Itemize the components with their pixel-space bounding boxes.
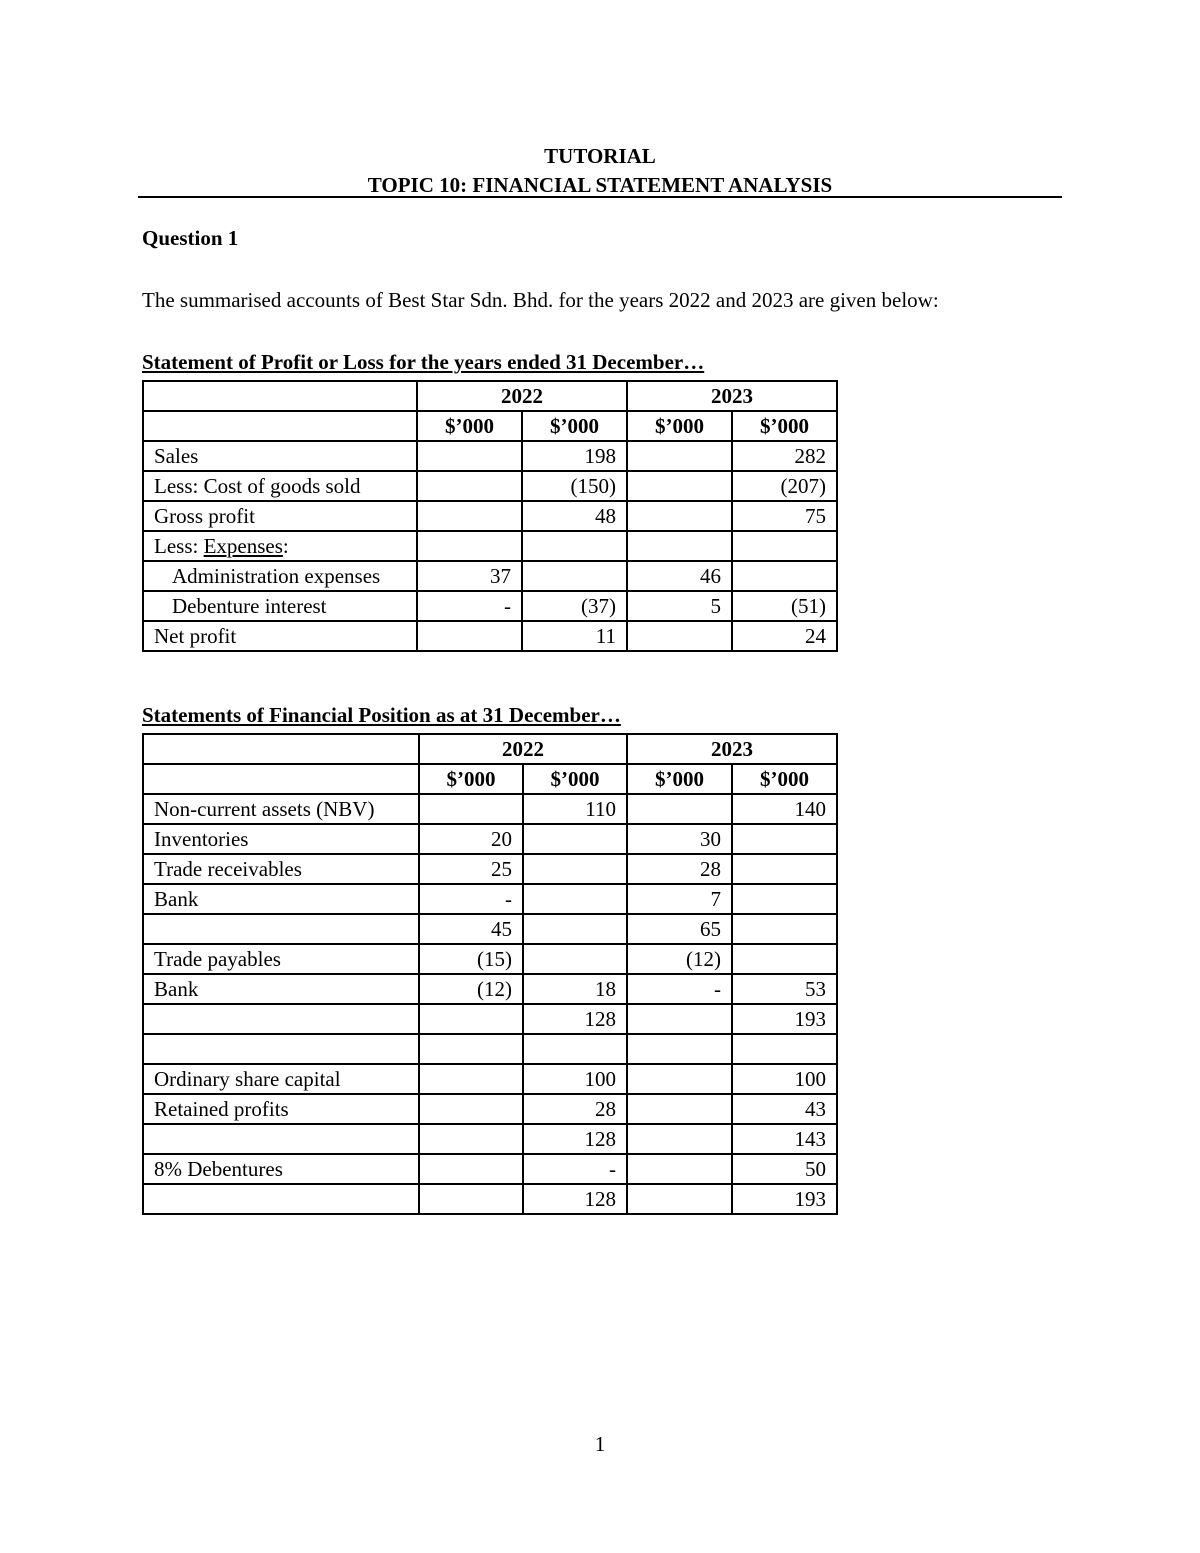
row-label [143, 1004, 419, 1034]
unit-header: $’000 [417, 411, 522, 441]
value-cell: (12) [627, 944, 732, 974]
table-row [143, 441, 837, 471]
value-cell [732, 884, 837, 914]
row-label: Inventories [143, 824, 419, 854]
row-label: Administration expenses [143, 561, 417, 591]
row-label [143, 1034, 419, 1064]
profit-loss-title: Statement of Profit or Loss for the years ended 31 December… [142, 350, 705, 374]
row-label-underlined: Expenses [203, 534, 283, 558]
value-cell: 65 [627, 914, 732, 944]
value-cell [417, 501, 522, 531]
value-cell: 198 [522, 441, 627, 471]
value-cell: 100 [523, 1064, 627, 1094]
value-cell: 193 [732, 1004, 837, 1034]
value-cell: 37 [417, 561, 522, 591]
value-cell: - [627, 974, 732, 1004]
value-cell [732, 531, 837, 561]
unit-header: $’000 [627, 411, 732, 441]
table-cell-blank [143, 411, 417, 441]
row-label: 8% Debentures [143, 1154, 419, 1184]
table-row [143, 824, 837, 854]
value-cell [732, 824, 837, 854]
value-cell: 7 [627, 884, 732, 914]
value-cell: 128 [523, 1124, 627, 1154]
value-cell [732, 854, 837, 884]
value-cell [627, 621, 732, 651]
value-cell: 100 [732, 1064, 837, 1094]
value-cell [417, 621, 522, 651]
row-label: Non-current assets (NBV) [143, 794, 419, 824]
row-label: Less: Cost of goods sold [143, 471, 417, 501]
row-label: Bank [143, 974, 419, 1004]
value-cell [419, 1034, 523, 1064]
value-cell [732, 914, 837, 944]
row-label [143, 914, 419, 944]
value-cell [419, 1004, 523, 1034]
row-label: Retained profits [143, 1094, 419, 1124]
value-cell [523, 944, 627, 974]
value-cell [627, 1064, 732, 1094]
value-cell: 193 [732, 1184, 837, 1214]
value-cell: 110 [523, 794, 627, 824]
row-label-prefix: Less: [154, 534, 204, 558]
row-label: Gross profit [143, 501, 417, 531]
value-cell: - [419, 884, 523, 914]
value-cell: - [523, 1154, 627, 1184]
row-label-suffix: : [282, 534, 289, 558]
value-cell: (207) [732, 471, 837, 501]
value-cell [627, 441, 732, 471]
value-cell: 28 [627, 854, 732, 884]
table-row [143, 794, 837, 824]
value-cell [417, 441, 522, 471]
value-cell [419, 1184, 523, 1214]
value-cell: 11 [522, 621, 627, 651]
table-row [143, 854, 837, 884]
year-header: 2023 [627, 734, 837, 764]
value-cell: 20 [419, 824, 523, 854]
value-cell [419, 794, 523, 824]
table-row [143, 1094, 837, 1124]
value-cell [419, 1064, 523, 1094]
row-label: Net profit [143, 621, 417, 651]
value-cell [627, 1154, 732, 1184]
value-cell: 75 [732, 501, 837, 531]
table-cell-blank [143, 764, 419, 794]
value-cell: (51) [732, 591, 837, 621]
value-cell: 24 [732, 621, 837, 651]
table-row [143, 1064, 837, 1094]
value-cell [523, 884, 627, 914]
value-cell: 5 [627, 591, 732, 621]
value-cell [417, 471, 522, 501]
value-cell: (15) [419, 944, 523, 974]
year-header: 2022 [419, 734, 627, 764]
table-row [143, 471, 837, 501]
profit-loss-year-row [143, 381, 837, 411]
unit-header: $’000 [523, 764, 627, 794]
value-cell: (12) [419, 974, 523, 1004]
question-title: Question 1 [142, 226, 239, 250]
row-label [143, 531, 417, 561]
value-cell: 128 [523, 1184, 627, 1214]
row-label [143, 1124, 419, 1154]
value-cell: 143 [732, 1124, 837, 1154]
value-cell [523, 914, 627, 944]
value-cell [627, 1034, 732, 1064]
value-cell: 28 [523, 1094, 627, 1124]
value-cell [732, 1034, 837, 1064]
value-cell [732, 561, 837, 591]
table-row [143, 884, 837, 914]
value-cell [417, 531, 522, 561]
page-number: 1 [594, 1432, 606, 1456]
year-header: 2022 [417, 381, 627, 411]
row-label: Trade payables [143, 944, 419, 974]
value-cell [627, 1004, 732, 1034]
row-label: Debenture interest [143, 591, 417, 621]
value-cell: 50 [732, 1154, 837, 1184]
financial-position-title: Statements of Financial Position as at 31 December… [142, 703, 621, 727]
table-row [143, 1004, 837, 1034]
value-cell [627, 1124, 732, 1154]
header-line-2: TOPIC 10: FINANCIAL STATEMENT ANALYSIS [367, 173, 833, 197]
value-cell [627, 471, 732, 501]
table-row [143, 561, 837, 591]
value-cell: 18 [523, 974, 627, 1004]
value-cell: - [417, 591, 522, 621]
value-cell [627, 501, 732, 531]
value-cell: 282 [732, 441, 837, 471]
year-header: 2023 [627, 381, 837, 411]
unit-header: $’000 [732, 411, 837, 441]
value-cell [523, 824, 627, 854]
table-row [143, 944, 837, 974]
value-cell [627, 1094, 732, 1124]
value-cell: 140 [732, 794, 837, 824]
row-label: Bank [143, 884, 419, 914]
header-line-1: TUTORIAL [544, 144, 656, 168]
value-cell: 128 [523, 1004, 627, 1034]
table-row [143, 1154, 837, 1184]
table-row [143, 621, 837, 651]
value-cell [627, 531, 732, 561]
row-label: Sales [143, 441, 417, 471]
table-row [143, 591, 837, 621]
profit-loss-unit-row [143, 411, 837, 441]
value-cell [627, 1184, 732, 1214]
value-cell [522, 561, 627, 591]
table-cell-blank [143, 381, 417, 411]
table-row [143, 501, 837, 531]
table-row [143, 914, 837, 944]
financial-position-unit-row [143, 764, 837, 794]
financial-position-body [143, 794, 837, 1214]
value-cell: 25 [419, 854, 523, 884]
table-row [143, 1184, 837, 1214]
table-row [143, 1034, 837, 1064]
value-cell [419, 1154, 523, 1184]
value-cell [523, 1034, 627, 1064]
financial-position-year-row [143, 734, 837, 764]
unit-header: $’000 [522, 411, 627, 441]
header-rule [138, 196, 1062, 198]
value-cell: 46 [627, 561, 732, 591]
value-cell [419, 1124, 523, 1154]
row-label: Ordinary share capital [143, 1064, 419, 1094]
value-cell [732, 944, 837, 974]
page-header [138, 142, 1062, 200]
value-cell: (150) [522, 471, 627, 501]
unit-header: $’000 [627, 764, 732, 794]
table-row [143, 974, 837, 1004]
row-label: Trade receivables [143, 854, 419, 884]
value-cell [627, 794, 732, 824]
table-cell-blank [143, 734, 419, 764]
table-row [143, 1124, 837, 1154]
row-label [143, 1184, 419, 1214]
unit-header: $’000 [732, 764, 837, 794]
value-cell [522, 531, 627, 561]
value-cell: 53 [732, 974, 837, 1004]
value-cell: 45 [419, 914, 523, 944]
table-row [143, 531, 837, 561]
unit-header: $’000 [419, 764, 523, 794]
financial-position-table [142, 733, 838, 1215]
question-intro: The summarised accounts of Best Star Sdn. Bhd. for the years 2022 and 2023 are given below: [142, 288, 939, 312]
value-cell: 30 [627, 824, 732, 854]
profit-loss-table [142, 380, 838, 652]
value-cell: (37) [522, 591, 627, 621]
value-cell: 48 [522, 501, 627, 531]
value-cell: 43 [732, 1094, 837, 1124]
value-cell [419, 1094, 523, 1124]
value-cell [523, 854, 627, 884]
